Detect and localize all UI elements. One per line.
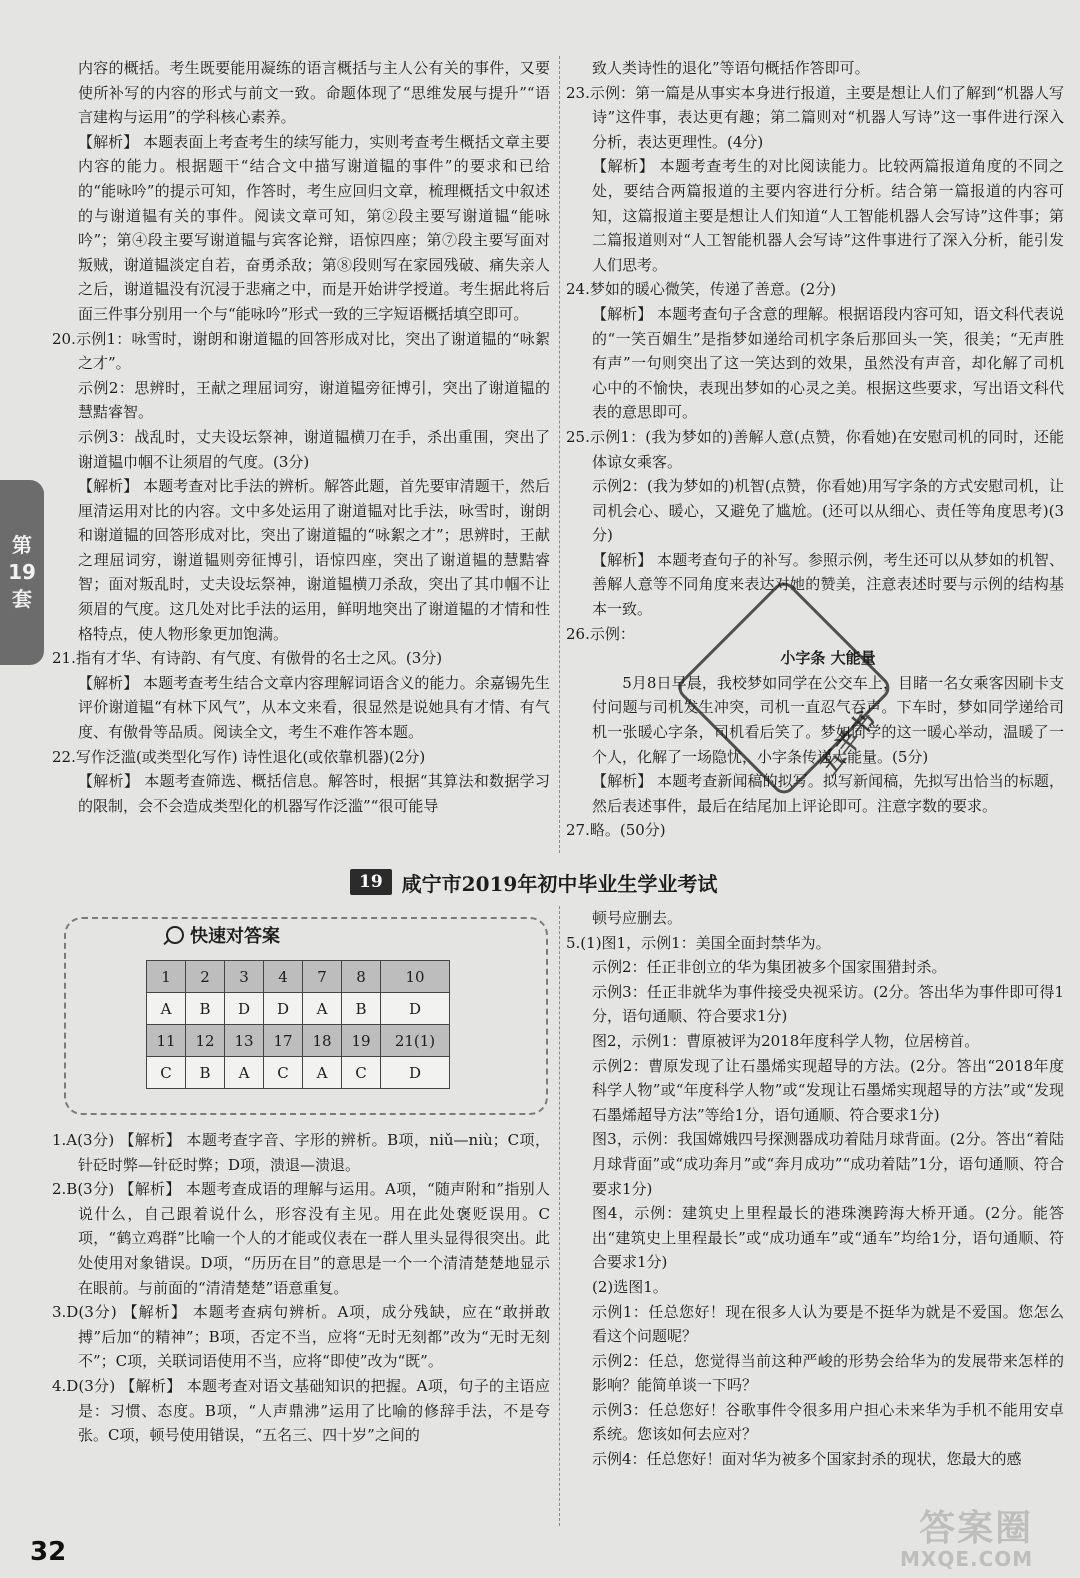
answer-cell: D — [381, 993, 450, 1025]
answer-cell: D — [381, 1057, 450, 1089]
answer-paragraph: 示例2：(我为梦如的)机智(点赞，你看她)用写字条的方式安慰司机，让司机会心、暖心，又避免了尴尬。(还可以从细心、责任等角度思考)(3分) — [592, 477, 1064, 545]
answer-paragraph: 1.A(3分) 【解析】 本题考查字音、字形的辨析。B项，niǔ—niù；C项，针砭时弊—针砭时弊；D项，溃退—溃退。 — [52, 1131, 550, 1174]
answer-paragraph: 致人类诗性的退化”等语句概括作答即可。 — [592, 59, 870, 77]
answer-paragraph: 示例3：任总您好！谷歌事件令很多用户担心未来华为手机不能用安卓系统。您该如何去应对？ — [592, 1400, 1064, 1444]
answer-cell: B — [342, 993, 381, 1025]
question-number-cell: 12 — [186, 1025, 225, 1057]
question-number-cell: 10 — [381, 961, 450, 993]
answer-paragraph: 示例2：曹原发现了让石墨烯实现超导的方法。(2分。答出“2018年度科学人物”或“年度科学人物”或“发现让石墨烯实现超导的方法”或“发现石墨烯超导方法”等给1分，语句通顺、符合要求1分) — [592, 1056, 1064, 1124]
question-number-cell: 8 — [342, 961, 381, 993]
section-number-badge: 19 — [350, 869, 392, 895]
answer-column-top-left — [52, 56, 550, 818]
answer-paragraph: 图2，示例1：曹原被评为2018年度科学人物，位居榜首。 — [592, 1031, 980, 1050]
answer-paragraph: 图3，示例：我国嫦娥四号探测器成功着陆月球背面。(2分。答出“着陆月球背面”或“成功奔月”或“奔月成功”“成功着陆”1分，语句通顺、符合要求1分) — [592, 1130, 1064, 1198]
answer-cell: A — [147, 993, 186, 1025]
question-number-cell: 19 — [342, 1025, 381, 1057]
section-header — [350, 867, 717, 897]
answer-paragraph: 示例3：任正非就华为事件接受央视采访。(2分。答出华为事件即可得1分，语句通顺、符合要求1分) — [592, 982, 1064, 1026]
magnifier-icon — [166, 926, 184, 944]
quick-answer-table — [146, 960, 450, 1089]
answer-paragraph: 【解析】 本题考查考生的对比阅读能力。比较两篇报道角度的不同之处，要结合两篇报道的主要内容进行分析。结合第一篇报道的内容可知，这篇报道主要是想让人们知道“人工智能机器人会写诗”这件事；第二篇报道则对“人工智能机器人会写诗”这件事进行了深入分析，能引发人们思考。 — [592, 157, 1064, 274]
answer-paragraph: 26.示例： — [566, 624, 635, 643]
answer-paragraph: 示例2：思辨时，王献之理屈词穷，谢道韫旁征博引，突出了谢道韫的慧黠睿智。 — [78, 378, 550, 422]
question-number-cell: 17 — [264, 1025, 303, 1057]
answer-cell: B — [186, 993, 225, 1025]
answer-paragraph: 【解析】 本题考查考生结合文章内容理解词语含义的能力。余嘉锡先生评价谢道韫“有林下风气”，从本文来看，很显然是说她具有才情、有气度、有傲骨等品质。阅读全文，考生不难作答本题。 — [78, 673, 550, 742]
question-number-cell: 2 — [186, 961, 225, 993]
question-number-cell: 11 — [147, 1025, 186, 1057]
answer-column-bottom-left — [52, 1128, 550, 1448]
answer-cell: C — [147, 1057, 186, 1089]
answer-paragraph: 【解析】 本题考查筛选、概括信息。解答时，根据“其算法和数据学习的限制，会不会造成类型化的机器写作泛滥”“很可能导 — [78, 772, 550, 815]
answer-paragraph: 5月8日早晨，我校梦如同学在公交车上，目睹一名女乘客因刷卡支付问题与司机发生冲突，司机一直忍气吞声。下车时，梦如同学递给司机一张暖心字条，司机看后笑了。梦如同学的这一暖心举动，温暖了一个人，化解了一场隐忧，小字条传递大能量。(5分) — [592, 673, 1064, 766]
quick-answer-title-text: 快速对答案 — [190, 926, 280, 947]
answer-paragraph: 小字条 大能量 — [780, 649, 876, 668]
answer-cell: D — [264, 993, 303, 1025]
answer-cell: A — [225, 1057, 264, 1089]
answer-column-bottom-right — [566, 906, 1064, 1472]
answer-paragraph: 示例3：战乱时，丈夫设坛祭神，谢道韫横刀在手，杀出重围，突出了谢道韫巾帼不让须眉的气度。(3分) — [78, 427, 550, 471]
quick-answer-row — [147, 961, 450, 993]
answer-paragraph: 【解析】 本题考查对比手法的辨析。解答此题，首先要审清题干，然后厘清运用对比的内容。文中多处运用了谢道韫对比手法，咏雪时，谢朗和谢道韫的回答形成对比，突出了谢道韫的“咏絮之才”；思辨时，王献之理屈词穷，谢道韫则旁征博引，语惊四座，突出了谢道韫的慧黠睿智；面对叛乱时，丈夫设坛祭神，谢道韫横刀杀敌，突出了其巾帼不让须眉的气度。这几处对比手法的运用，鲜明地突出了谢道韫的才情和性格特点，使人物形象更加饱满。 — [78, 477, 550, 643]
quick-answer-row — [147, 1057, 450, 1089]
answer-paragraph: 顿号应删去。 — [592, 909, 683, 927]
answer-paragraph: 示例2：任总，您觉得当前这种严峻的形势会给华为的发展带来怎样的影响？能简单谈一下吗？ — [592, 1351, 1064, 1395]
question-number-cell: 7 — [303, 961, 342, 993]
answer-paragraph: 图4，示例：建筑史上里程最长的港珠澳跨海大桥开通。(2分。能答出“建筑史上里程最长”或“成功通车”或“通车”均给1分，语句通顺、符合要求1分) — [592, 1204, 1064, 1272]
answer-paragraph: 3.D(3分) 【解析】 本题考查病句辨析。A项，成分残缺，应在“敢拼敢搏”后加“的精神”；B项，否定不当，应将“无时无刻都”改为“无时无刻不”；C项，关联词语使用不当，应将“即使”改为“既”。 — [52, 1303, 550, 1371]
quick-answer-title — [166, 922, 280, 948]
column-divider — [559, 56, 560, 853]
answer-cell: C — [342, 1057, 381, 1089]
question-number-cell: 3 — [225, 961, 264, 993]
watermark-line1: 答案圈 — [919, 1508, 1034, 1549]
answer-paragraph: 21.指有才华、有诗韵、有气度、有傲骨的名士之风。(3分) — [52, 649, 443, 668]
answer-paragraph: 22.写作泛滥(或类型化写作) 诗性退化(或依靠机器)(2分) — [52, 747, 426, 766]
answer-paragraph: 【解析】 本题考查句子含意的理解。根据语段内容可知，语文科代表说的“一笑百媚生”是指梦如递给司机字条后那回头一笑，很美；“无声胜有声”一句则突出了这一笑达到的效果，虽然没有声音，却化解了司机心中的不愉快，表现出梦如的心灵之美。根据这些要求，写出语文科代表的意思即可。 — [592, 304, 1064, 422]
answer-paragraph: 示例2：任正非创立的华为集团被多个国家围猎封杀。 — [592, 958, 947, 977]
answer-cell: A — [303, 993, 342, 1025]
answer-paragraph: 示例4：任总您好！面对华为被多个国家封杀的现状，您最大的感 — [592, 1450, 1022, 1469]
answer-cell: B — [186, 1057, 225, 1089]
column-divider — [559, 906, 560, 1526]
answer-paragraph: 20.示例1：咏雪时，谢朗和谢道韫的回答形成对比，突出了谢道韫的“咏絮之才”。 — [52, 329, 550, 373]
section-title: 咸宁市2019年初中毕业生学业考试 — [401, 871, 718, 896]
answer-paragraph: 5.(1)图1，示例1：美国全面封禁华为。 — [566, 933, 831, 952]
page-number: 32 — [30, 1537, 67, 1567]
answer-cell: C — [264, 1057, 303, 1089]
answer-paragraph: (2)选图1。 — [592, 1277, 668, 1296]
answer-paragraph: 25.示例1：(我为梦如的)善解人意(点赞，你看她)在安慰司机的同时，还能体谅女乘客。 — [566, 427, 1064, 471]
watermark-logo — [900, 1510, 1033, 1570]
question-number-cell: 21(1) — [381, 1025, 450, 1057]
answer-paragraph: 27.略。(50分) — [566, 821, 666, 840]
side-tab: 第19套 — [0, 480, 44, 665]
answer-paragraph: 内容的概括。考生既要能用凝练的语言概括与主人公有关的事件，又要使所补写的内容的形式与前文一致。命题体现了“思维发展与提升”“语言建构与运用”的学科核心素养。 — [78, 59, 550, 127]
answer-column-top-right — [566, 56, 1064, 843]
answer-cell: D — [225, 993, 264, 1025]
answer-paragraph: 2.B(3分) 【解析】 本题考查成语的理解与运用。A项，“随声附和”指别人说什么，自己跟着说什么，形容没有主见。用在此处褒贬误用。C项，“鹤立鸡群”比喻一个人的才能或仪表在一群人里头显得很突出。此处使用对象错误。D项，“历历在目”的意思是一个一个清清楚楚地显示在眼前。与前面的“清清楚楚”语意重复。 — [52, 1180, 550, 1297]
quick-answer-row — [147, 993, 450, 1025]
answer-paragraph: 24.梦如的暖心微笑，传递了善意。(2分) — [566, 280, 837, 299]
question-number-cell: 18 — [303, 1025, 342, 1057]
answer-paragraph: 4.D(3分) 【解析】 本题考查对语文基础知识的把握。A项，句子的主语应是：习惯、态度。B项，“人声鼎沸”运用了比喻的修辞手法，不是夸张。C项，顿号使用错误，“五名三、四十岁”之间的 — [52, 1376, 550, 1445]
answer-paragraph: 【解析】 本题表面上考查考生的续写能力，实则考查考生概括文章主要内容的能力。根据题干“结合文中描写谢道韫的事件”的要求和已给的“能咏吟”的提示可知，作答时，考生应回归文章，梳理概括文中叙述的与谢道韫有关的事件。阅读文章可知，第②段主要写谢道韫“能咏吟”；第④段主要写谢道韫与宾客论辩，语惊四座；第⑦段主要写面对叛贼，谢道韫淡定自若，奋勇杀敌；第⑧段则写在家园残破、痛失亲人之后，谢道韫没有沉浸于悲痛之中，而是开始讲学授道。考生据此将后面三件事分别用一个与“能咏吟”形式一致的三字短语概括填空即可。 — [78, 132, 550, 323]
quick-answer-row — [147, 1025, 450, 1057]
stamp-seal-text: 五羊书 — [814, 706, 882, 781]
answer-cell: A — [303, 1057, 342, 1089]
question-number-cell: 13 — [225, 1025, 264, 1057]
watermark-line2: MXQE.COM — [900, 1547, 1034, 1571]
answer-paragraph: 23.示例：第一篇是从事实本身进行报道，主要是想让人们了解到“机器人写诗”这件事，表达更有趣；第二篇则对“机器人写诗”这一事件进行深入分析，表达更理性。(4分) — [566, 83, 1064, 151]
answer-paragraph: 【解析】 本题考查句子的补写。参照示例，考生还可以从梦如的机智、善解人意等不同角度来表达对她的赞美，注意表述时要与示例的结构基本一致。 — [592, 550, 1064, 619]
question-number-cell: 4 — [264, 961, 303, 993]
answer-paragraph: 示例1：任总您好！现在很多人认为要是不挺华为就是不爱国。您怎么看这个问题呢？ — [592, 1302, 1064, 1346]
question-number-cell: 1 — [147, 961, 186, 993]
answer-paragraph: 【解析】 本题考查新闻稿的拟写。拟写新闻稿，先拟写出恰当的标题，然后表述事件，最后在结尾加上评论即可。注意字数的要求。 — [592, 772, 1064, 815]
